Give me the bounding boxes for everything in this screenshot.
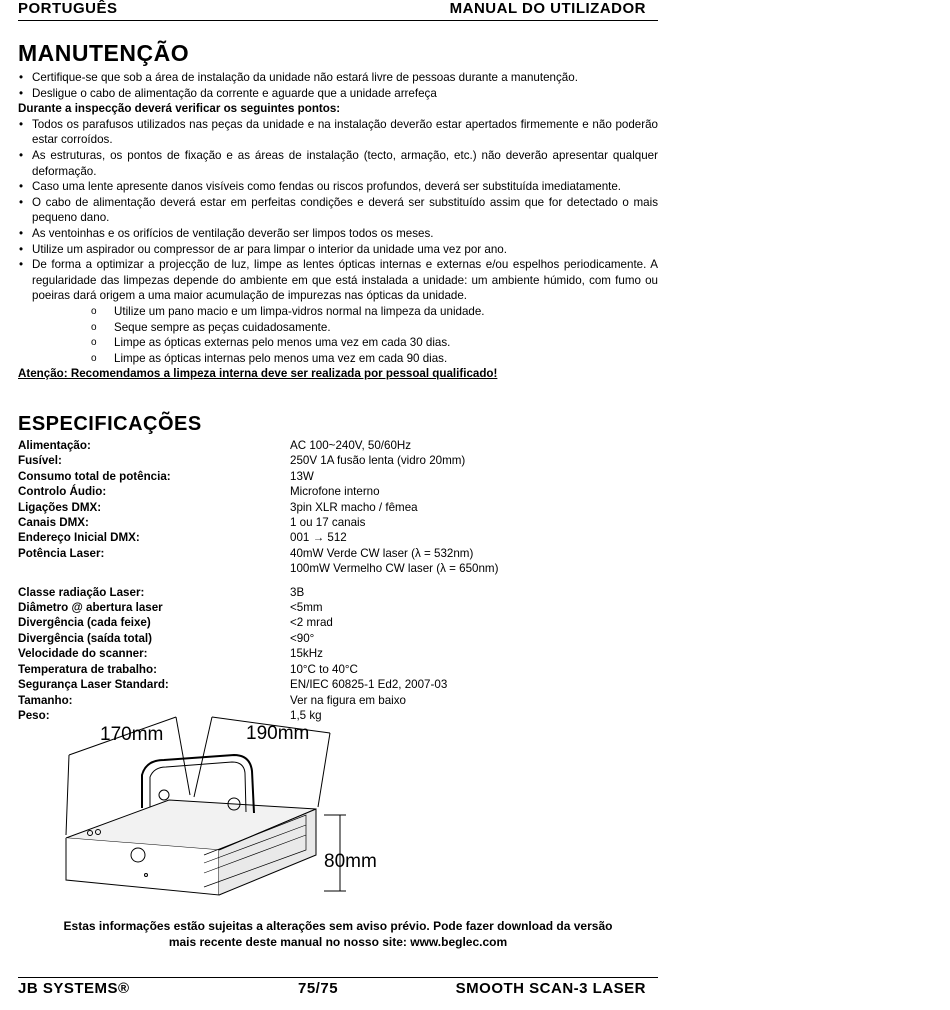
specs-title: ESPECIFICAÇÕES — [18, 413, 202, 435]
spec-value: 15kHz — [290, 647, 323, 661]
spec-label: Tamanho: — [18, 693, 73, 707]
spec-label: Segurança Laser Standard: — [18, 678, 169, 692]
spec-row — [18, 600, 658, 615]
spec-value: 1,5 kg — [290, 708, 322, 722]
spec-row — [18, 530, 658, 545]
spec-row — [18, 561, 658, 576]
spec-value: 250V 1A fusão lenta (vidro 20mm) — [290, 454, 466, 468]
spec-label: Diâmetro @ abertura laser — [18, 601, 163, 615]
spec-label: Peso: — [18, 708, 50, 722]
spec-value: <90° — [290, 631, 315, 645]
disclaimer-note — [18, 918, 658, 950]
spec-label — [18, 561, 290, 576]
spec-value: 3B — [290, 585, 305, 599]
depth-dimension-label: 190mm — [246, 723, 310, 744]
spec-label: Temperatura de trabalho: — [18, 662, 157, 676]
sub-list-item: o Limpe as ópticas externas pelo menos uma vez em cada 30 dias. — [91, 335, 658, 351]
spec-value: <5mm — [290, 601, 323, 615]
width-dimension-label: 170mm — [100, 724, 164, 745]
spec-row — [18, 500, 658, 515]
spec-row — [18, 515, 658, 530]
page-header — [18, 0, 658, 21]
spec-label: Divergência (cada feixe) — [18, 616, 151, 630]
spec-label: Alimentação: — [18, 439, 91, 452]
spec-label: Controlo Áudio: — [18, 485, 107, 499]
spec-label: Divergência (saída total) — [18, 631, 153, 645]
footer-product: SMOOTH SCAN-3 LASER — [455, 980, 646, 997]
maintenance-title: MANUTENÇÃO — [18, 40, 190, 66]
list-item: • Todos os parafusos utilizados nas peças da unidade e na instalação deverão estar apertados firmemente e não poderão estar corroídos. — [18, 117, 658, 148]
list-item: • As estruturas, os pontos de fixação e as áreas de instalação (tecto, armação, etc.) não deverão apresentar qualquer deformação. — [18, 148, 658, 179]
spec-value: 100mW Vermelho CW laser (λ = 650nm) — [290, 562, 499, 576]
spec-row — [18, 646, 658, 661]
maintenance-section — [18, 70, 658, 382]
spec-value: Ver na figura em baixo — [290, 693, 407, 707]
spec-value: EN/IEC 60825-1 Ed2, 2007-03 — [290, 678, 448, 692]
page-number: 75/75 — [298, 980, 339, 997]
list-item: • O cabo de alimentação deverá estar em perfeitas condições e deverá ser substituído assim que for detectado o mais pequeno dano. — [18, 195, 658, 226]
sub-list-item: o Limpe as ópticas internas pelo menos uma vez em cada 90 dias. — [91, 351, 658, 367]
header-manual-title: MANUAL DO UTILIZADOR — [449, 0, 646, 17]
spec-label: Canais DMX: — [18, 516, 89, 530]
spec-value: Microfone interno — [290, 485, 380, 499]
spec-row — [18, 546, 658, 561]
list-item: • Certifique-se que sob a área de instalação da unidade não estará livre de pessoas durante a manutenção. — [18, 70, 658, 86]
spec-row — [18, 693, 658, 708]
dimension-drawing — [54, 715, 384, 910]
disclaimer-line: Estas informações estão sujeitas a alterações sem aviso prévio. Pode fazer download da versão — [63, 919, 613, 933]
disclaimer-line: mais recente deste manual no nosso site: www.beglec.com — [168, 935, 508, 949]
inspection-subheading: Durante a inspecção deverá verificar os seguintes pontos: — [18, 102, 341, 116]
spec-value: 1 ou 17 canais — [290, 516, 366, 530]
spec-row — [18, 438, 658, 453]
spec-value: <2 mrad — [290, 616, 333, 630]
list-item: • De forma a optimizar a projecção de luz, limpe as lentes ópticas internas e externas e/ou espelhos periodicamente. A regularidade das limpezas depende do ambiente em que está instalada a unidade: um ambiente húmido, com fumo ou poeiras dará origem a uma maior acumulação de impurezas nas ópticas da unidade. — [18, 257, 658, 304]
sub-list-item: o Utilize um pano macio e um limpa-vidros normal na limpeza da unidade. — [91, 304, 658, 320]
spec-label: Velocidade do scanner: — [18, 647, 148, 661]
spec-value: 10°C to 40°C — [290, 662, 358, 676]
spec-label: Classe radiação Laser: — [18, 585, 145, 599]
spec-value: 3pin XLR macho / fêmea — [290, 500, 418, 514]
spec-row — [18, 615, 658, 630]
list-item: • As ventoinhas e os orifícios de ventilação deverão ser limpos todos os meses. — [18, 226, 658, 242]
spec-row — [18, 677, 658, 692]
spec-value: 001 → 512 — [290, 531, 347, 545]
footer-rule — [18, 977, 658, 978]
height-dimension-label: 80mm — [324, 851, 377, 872]
spec-value: 40mW Verde CW laser (λ = 532nm) — [290, 546, 474, 560]
cleaning-warning: Atenção: Recomendamos a limpeza interna deve ser realizada por pessoal qualificado! — [18, 367, 498, 381]
footer-brand: JB SYSTEMS® — [18, 980, 130, 997]
header-language: PORTUGUÊS — [18, 0, 118, 17]
spec-row — [18, 484, 658, 499]
spec-value: 13W — [290, 469, 314, 483]
spec-label: Fusível: — [18, 454, 62, 468]
spec-row — [18, 662, 658, 677]
specs-table — [18, 438, 658, 723]
spec-label: Ligações DMX: — [18, 500, 102, 514]
spec-label: Consumo total de potência: — [18, 469, 171, 483]
spec-label: Endereço Inicial DMX: — [18, 531, 140, 545]
spec-row — [18, 469, 658, 484]
spec-row — [18, 585, 658, 600]
list-item: • Utilize um aspirador ou compressor de ar para limpar o interior da unidade uma vez por ano. — [18, 242, 658, 258]
list-item: • Desligue o cabo de alimentação da corrente e aguarde que a unidade arrefeça — [18, 86, 658, 102]
spec-row — [18, 631, 658, 646]
spec-spacer — [18, 577, 658, 585]
spec-value: AC 100~240V, 50/60Hz — [290, 439, 412, 452]
sub-list-item: o Seque sempre as peças cuidadosamente. — [91, 320, 658, 336]
spec-row — [18, 453, 658, 468]
list-item: • Caso uma lente apresente danos visíveis como fendas ou riscos profundos, deverá ser substituída imediatamente. — [18, 179, 658, 195]
spec-label: Potência Laser: — [18, 546, 105, 560]
